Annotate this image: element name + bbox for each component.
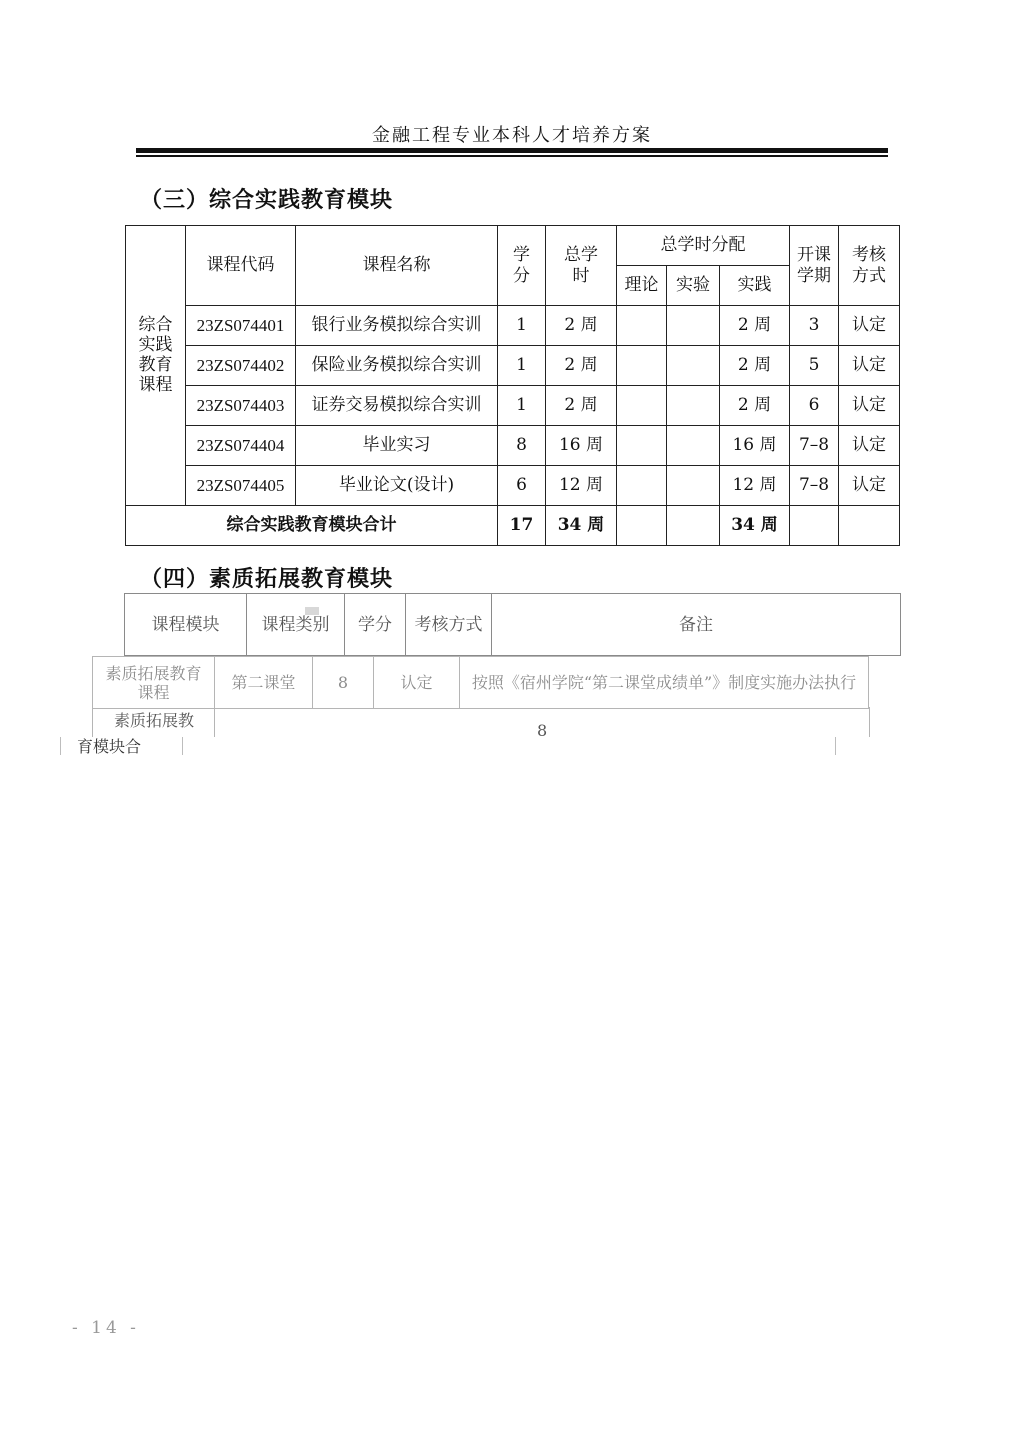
course-semester: 3: [790, 306, 839, 346]
course-total: 2 周: [546, 306, 617, 346]
quality-module-header-table: [124, 593, 901, 656]
course-total: 2 周: [546, 346, 617, 386]
rule-fragment: [182, 737, 183, 755]
row-module: 素质拓展教育课程: [93, 657, 215, 709]
course-experiment: [667, 346, 720, 386]
section4-title: （四）素质拓展教育模块: [140, 567, 394, 592]
practice-module-table: [125, 225, 900, 546]
row-credit: 8: [313, 657, 374, 709]
table-row: [93, 657, 869, 709]
row-remark: 按照《宿州学院“第二课堂成绩单”》制度实施办法执行: [460, 657, 869, 709]
course-experiment: [667, 386, 720, 426]
course-assessment: 认定: [839, 466, 900, 506]
course-theory: [617, 346, 667, 386]
rule-fragment: [835, 737, 836, 755]
header-credit: 学分: [498, 226, 546, 306]
course-code: 23ZS074402: [186, 346, 296, 386]
course-name: 毕业论文(设计): [296, 466, 498, 506]
header-module: 课程模块: [125, 594, 247, 656]
course-code: 23ZS074404: [186, 426, 296, 466]
course-semester: 5: [790, 346, 839, 386]
header-rule-thick: [136, 148, 888, 153]
total-semester: [790, 506, 839, 546]
total-practice: 34 周: [720, 506, 790, 546]
row-assessment: 认定: [374, 657, 460, 709]
course-practice: 12 周: [720, 466, 790, 506]
course-assessment: 认定: [839, 426, 900, 466]
header-assessment: 考核方式: [839, 226, 900, 306]
header-practice: 实践: [720, 266, 790, 306]
header-remark: 备注: [492, 594, 901, 656]
header-total-hours: 总学时: [546, 226, 617, 306]
course-credit: 6: [498, 466, 546, 506]
course-total: 2 周: [546, 386, 617, 426]
total-label-line1: 素质拓展教: [113, 711, 194, 730]
course-theory: [617, 426, 667, 466]
course-experiment: [667, 466, 720, 506]
row-category: 第二课堂: [215, 657, 313, 709]
total-experiment: [667, 506, 720, 546]
table-row: [126, 346, 900, 386]
course-name: 银行业务模拟综合实训: [296, 306, 498, 346]
total-value-fragment: [214, 707, 870, 737]
course-semester: 7–8: [790, 466, 839, 506]
table-row: [126, 426, 900, 466]
page-number: - 14 -: [72, 1318, 140, 1338]
header-semester: 开课学期: [790, 226, 839, 306]
course-name: 毕业实习: [296, 426, 498, 466]
header-code: 课程代码: [186, 226, 296, 306]
total-label-line2: 育模块合: [77, 737, 142, 756]
course-experiment: [667, 306, 720, 346]
category-cell: 综合实践教育课程: [126, 266, 186, 506]
course-credit: 8: [498, 426, 546, 466]
header-theory: 理论: [617, 266, 667, 306]
course-credit: 1: [498, 386, 546, 426]
course-total: 12 周: [546, 466, 617, 506]
course-total: 16 周: [546, 426, 617, 466]
rule-fragment: [60, 737, 61, 755]
quality-module-row-table: [92, 656, 869, 709]
course-theory: [617, 306, 667, 346]
course-semester: 6: [790, 386, 839, 426]
header-name: 课程名称: [296, 226, 498, 306]
header-category: 课程类别: [247, 594, 345, 656]
header-hours-group: 总学时分配: [617, 226, 790, 266]
total-row-fragment: [92, 707, 215, 737]
course-practice: 2 周: [720, 386, 790, 426]
course-assessment: 认定: [839, 386, 900, 426]
course-code: 23ZS074405: [186, 466, 296, 506]
course-theory: [617, 386, 667, 426]
total-credit: 17: [498, 506, 546, 546]
course-assessment: 认定: [839, 346, 900, 386]
header-experiment: 实验: [667, 266, 720, 306]
course-practice: 2 周: [720, 346, 790, 386]
total-row: [126, 506, 900, 546]
course-credit: 1: [498, 306, 546, 346]
header-assessment: 考核方式: [406, 594, 492, 656]
header-rule-thin: [136, 155, 888, 157]
course-credit: 1: [498, 346, 546, 386]
scan-artifact: [305, 607, 319, 615]
table-row: [126, 466, 900, 506]
total-assessment: [839, 506, 900, 546]
course-theory: [617, 466, 667, 506]
total-theory: [617, 506, 667, 546]
category-header-cell: [126, 226, 186, 266]
course-code: 23ZS074401: [186, 306, 296, 346]
course-name: 保险业务模拟综合实训: [296, 346, 498, 386]
course-name: 证券交易模拟综合实训: [296, 386, 498, 426]
course-practice: 16 周: [720, 426, 790, 466]
total-hours: 34 周: [546, 506, 617, 546]
total-label: 综合实践教育模块合计: [126, 506, 498, 546]
document-header: 金融工程专业本科人才培养方案: [372, 125, 652, 146]
course-semester: 7–8: [790, 426, 839, 466]
header-credit: 学分: [345, 594, 406, 656]
section3-title: （三）综合实践教育模块: [140, 188, 394, 213]
course-assessment: 认定: [839, 306, 900, 346]
course-practice: 2 周: [720, 306, 790, 346]
total-credit: 8: [537, 721, 548, 737]
course-code: 23ZS074403: [186, 386, 296, 426]
table-row: [126, 306, 900, 346]
table-row: [126, 386, 900, 426]
course-experiment: [667, 426, 720, 466]
